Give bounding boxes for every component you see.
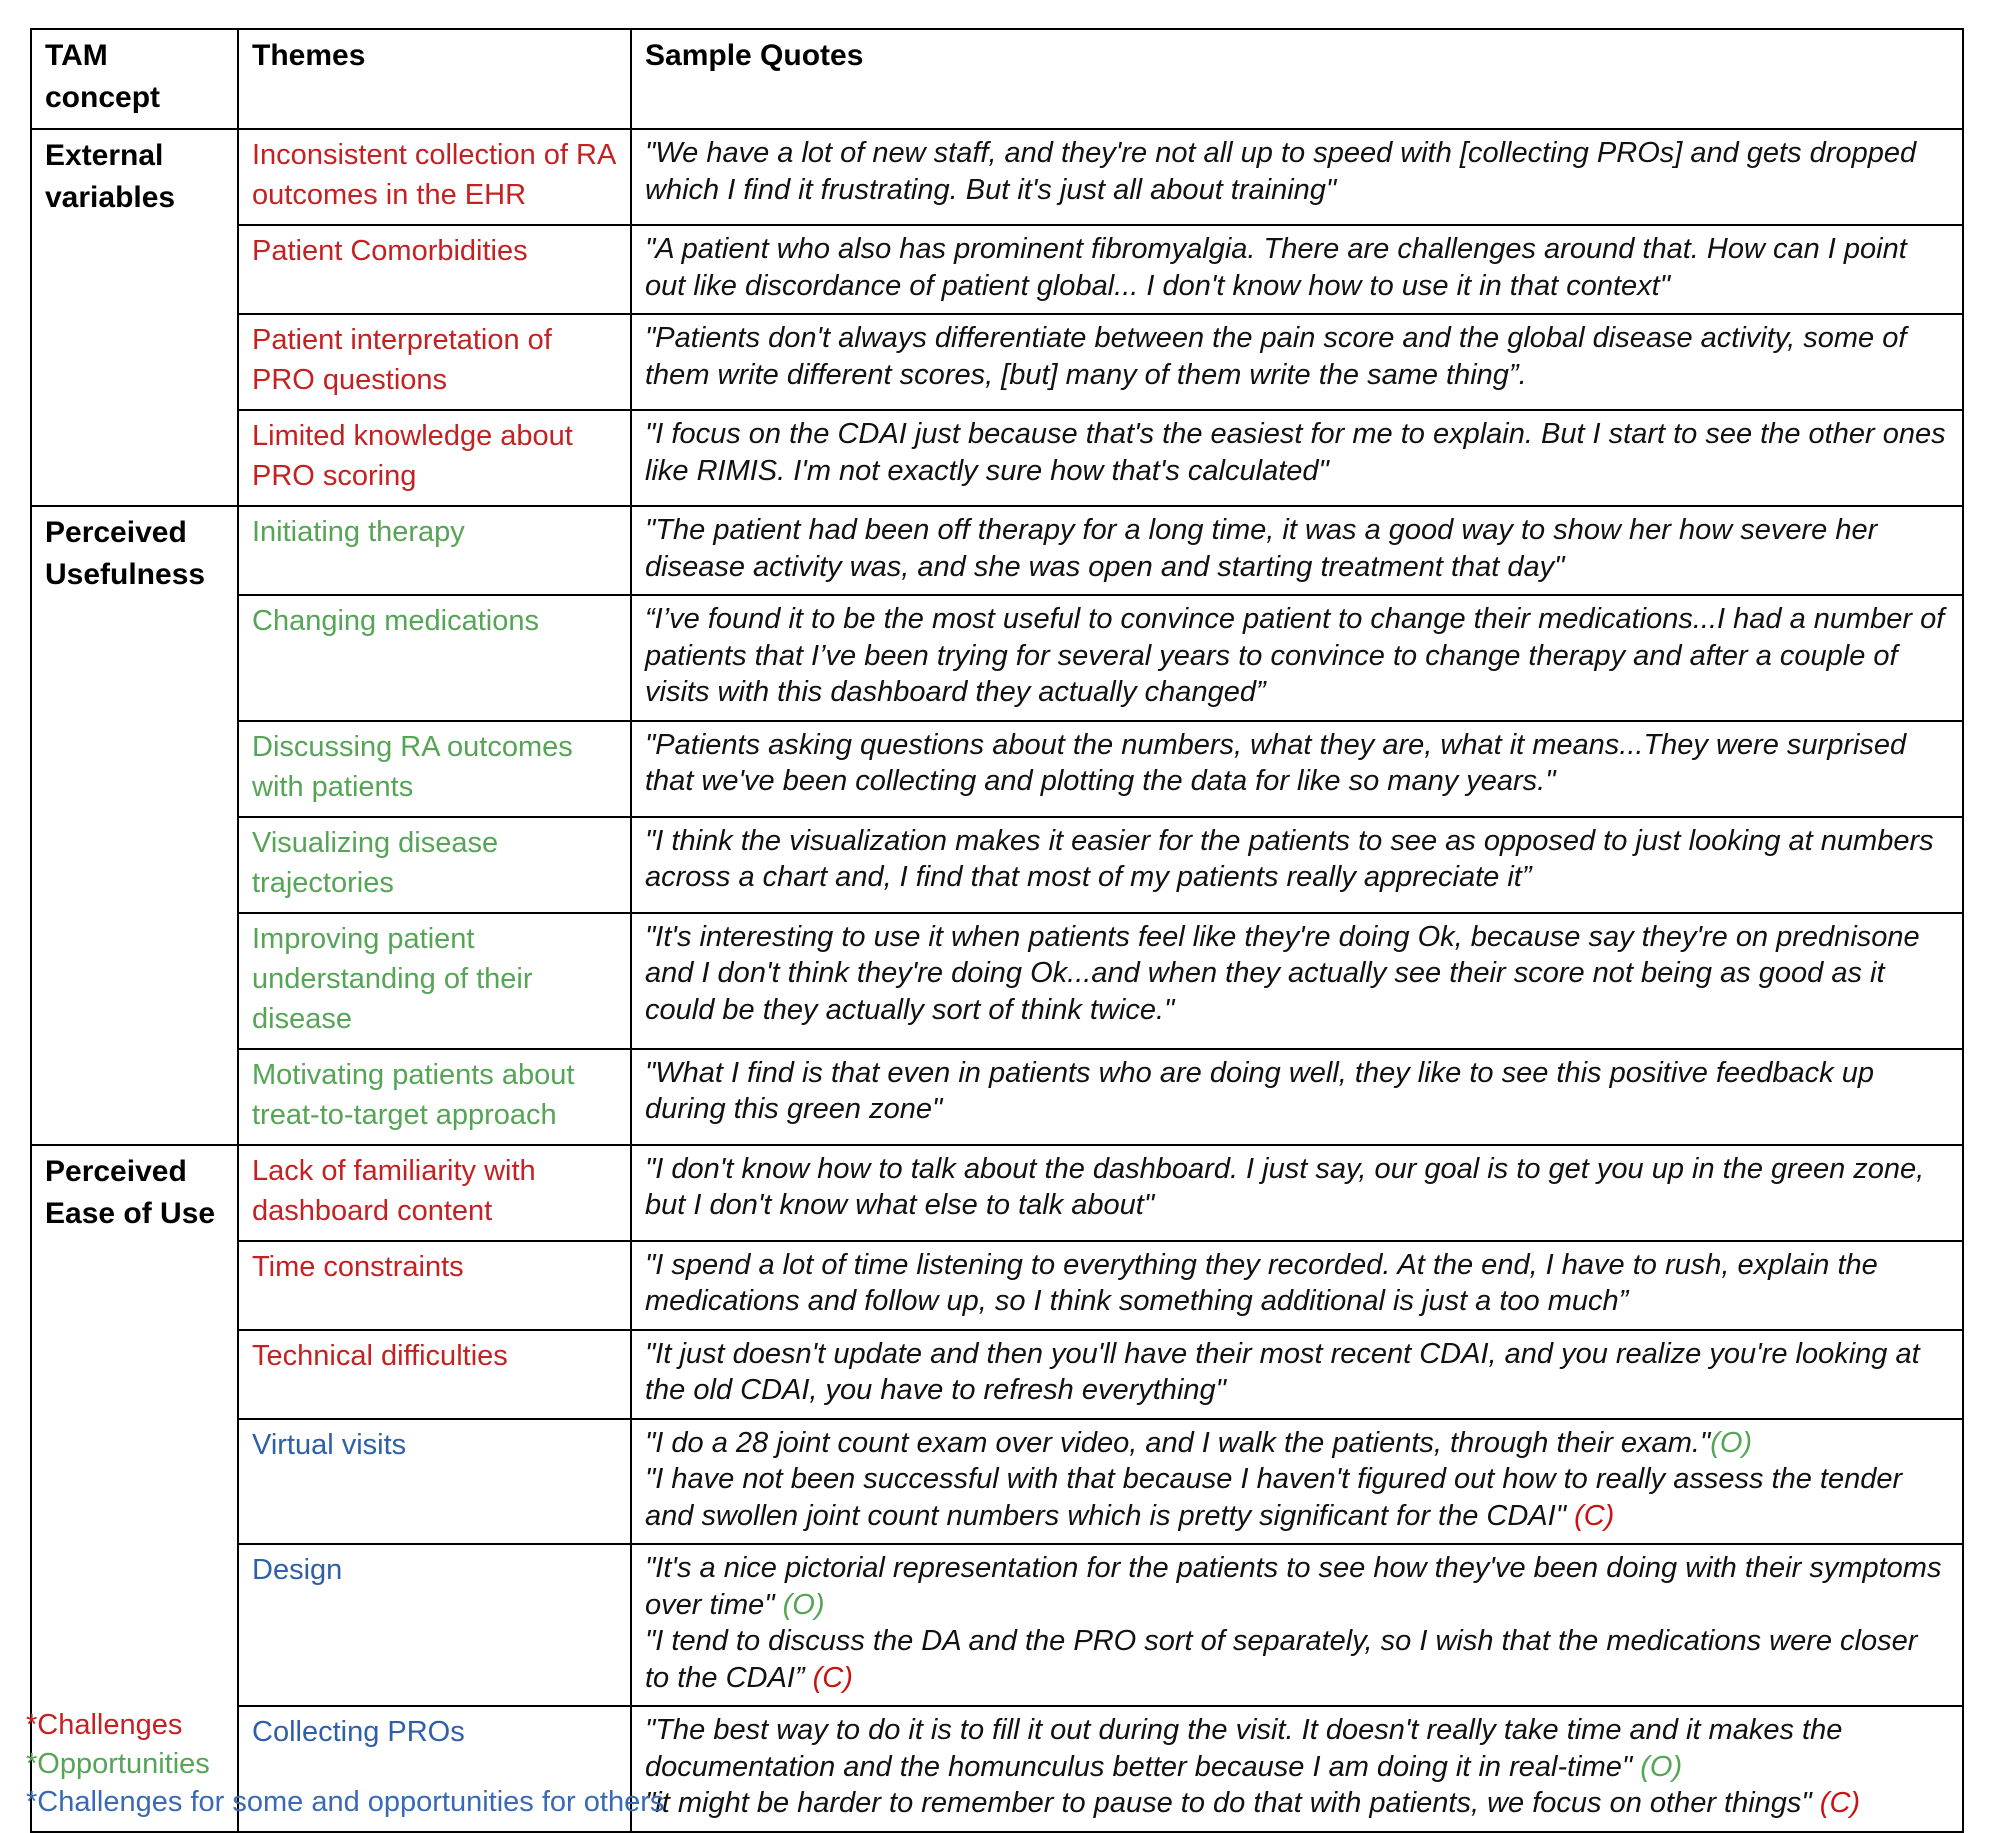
theme-cell: Discussing RA outcomes with patients — [238, 721, 631, 817]
challenge-marker: (C) — [1566, 1499, 1615, 1532]
quote-text: "What I find is that even in patients who are doing well, they like to see this positive feedback up during this green zone" — [645, 1056, 1874, 1125]
header-tam-concept: TAM concept — [31, 29, 238, 129]
theme-cell: Motivating patients about treat-to-target approach — [238, 1049, 631, 1145]
theme-cell: Limited knowledge about PRO scoring — [238, 410, 631, 506]
table-row — [31, 506, 1963, 595]
theme-cell: Initiating therapy — [238, 506, 631, 595]
quote-text: "The patient had been off therapy for a long time, it was a good way to show her how severe her disease activity was, and she was open and starting treatment that day" — [645, 514, 1878, 583]
quote-cell — [631, 817, 1963, 913]
quote-text — [645, 1712, 1949, 1785]
table-row — [31, 1419, 1963, 1545]
section-external-variables — [31, 129, 1963, 506]
tam-themes-quotes-table — [30, 28, 1964, 1833]
table-row — [31, 225, 1963, 314]
footnote-challenges: *Challenges — [26, 1709, 183, 1741]
table-row — [31, 913, 1963, 1049]
quote-text — [645, 1623, 1949, 1696]
challenge-marker: (C) — [1811, 1787, 1861, 1819]
quote-text: "I tend to discuss the DA and the PRO sort of separately, so I wish that the medications were closer to the CDAI” — [645, 1625, 1918, 1694]
section-perceived-usefulness — [31, 506, 1963, 1145]
theme-cell: Inconsistent collection of RA outcomes in the EHR — [238, 129, 631, 225]
quote-cell — [631, 1145, 1963, 1241]
quote-text: "The best way to do it is to fill it out during the visit. It doesn't really take time and it makes the documentation and the homunculus better because I am doing it in real-time" — [645, 1714, 1843, 1783]
opportunity-marker: (O) — [1632, 1750, 1683, 1783]
quote-cell — [631, 1706, 1963, 1832]
opportunity-marker: (O) — [774, 1588, 825, 1621]
quote-text: "It's interesting to use it when patients feel like they're doing Ok, because say they're on prednisone and I don't think they're doing Ok...and when they actually see their score not being as good as it could be they actually sort of think twice." — [645, 920, 1920, 1026]
challenge-marker: (C) — [804, 1661, 853, 1694]
quote-text: "it might be harder to remember to pause to do that with patients, we focus on other things" — [645, 1787, 1812, 1819]
quote-cell — [631, 1544, 1963, 1706]
header-sample-quotes: Sample Quotes — [631, 29, 1963, 129]
table-row — [31, 314, 1963, 410]
theme-cell: Patient Comorbidities — [238, 225, 631, 314]
quote-cell — [631, 1330, 1963, 1419]
footnote-mixed: *Challenges for some and opportunities for others — [26, 1786, 665, 1818]
header-themes: Themes — [238, 29, 631, 129]
quote-text: "It just doesn't update and then you'll have their most recent CDAI, and you realize you're looking at the old CDAI, you have to refresh everything" — [645, 1337, 1920, 1406]
theme-cell: Design — [238, 1544, 631, 1706]
table-row — [31, 721, 1963, 817]
quote-text: "We have a lot of new staff, and they're not all up to speed with [collecting PROs] and gets dropped which I find it frustrating. But it's just all about training" — [645, 137, 1917, 206]
quote-cell — [631, 506, 1963, 595]
quote-text: "I don't know how to talk about the dashboard. I just say, our goal is to get you up in the green zone, but I don't know what else to talk about" — [645, 1152, 1925, 1221]
theme-cell: Lack of familiarity with dashboard content — [238, 1145, 631, 1241]
table-row — [31, 595, 1963, 721]
quote-cell — [631, 1049, 1963, 1145]
concept-cell-perceived-ease-of-use: Perceived Ease of Use — [31, 1145, 238, 1832]
quote-cell — [631, 721, 1963, 817]
table-row — [31, 1330, 1963, 1419]
theme-cell: Improving patient understanding of their disease — [238, 913, 631, 1049]
quote-cell — [631, 913, 1963, 1049]
theme-cell: Time constraints — [238, 1241, 631, 1330]
theme-cell: Collecting PROs — [238, 1706, 631, 1832]
theme-cell: Virtual visits — [238, 1419, 631, 1545]
table-row — [31, 1544, 1963, 1706]
quote-text: "I spend a lot of time listening to everything they recorded. At the end, I have to rush, explain the medications and follow up, so I think something additional is just a too much” — [645, 1248, 1878, 1317]
table-row — [31, 410, 1963, 506]
quote-cell — [631, 129, 1963, 225]
quote-cell — [631, 1419, 1963, 1545]
theme-cell: Visualizing disease trajectories — [238, 817, 631, 913]
quote-text: "I do a 28 joint count exam over video, and I walk the patients, through their exam." — [645, 1426, 1711, 1459]
theme-cell: Patient interpretation of PRO questions — [238, 314, 631, 410]
header-row — [31, 29, 1963, 129]
quote-text — [645, 1550, 1949, 1623]
quote-cell — [631, 225, 1963, 314]
table-row — [31, 1241, 1963, 1330]
footnotes — [26, 1706, 664, 1822]
theme-cell: Technical difficulties — [238, 1330, 631, 1419]
table-row — [31, 129, 1963, 225]
table-row — [31, 817, 1963, 913]
quote-text: "Patients asking questions about the numbers, what they are, what it means...They were surprised that we've been collecting and plotting the data for like so many years." — [645, 728, 1907, 797]
footnote-opportunities: *Opportunities — [26, 1747, 210, 1780]
table-row — [31, 1145, 1963, 1241]
quote-text — [645, 1785, 1949, 1822]
quote-text: “I’ve found it to be the most useful to convince patient to change their medications...I had a number of patients that I’ve been trying for several years to convince to change therapy and after a couple of visits with this dashboard they actually changed” — [645, 603, 1945, 708]
quote-cell — [631, 595, 1963, 721]
concept-cell-external-variables: External variables — [31, 129, 238, 506]
quote-text: "Patients don't always differentiate between the pain score and the global disease activity, some of them write different scores, [but] many of them write the same thing”. — [645, 322, 1907, 391]
quote-cell — [631, 410, 1963, 506]
quote-cell — [631, 314, 1963, 410]
theme-cell: Changing medications — [238, 595, 631, 721]
quote-cell — [631, 1241, 1963, 1330]
quote-text: "I have not been successful with that because I haven't figured out how to really assess the tender and swollen joint count numbers which is pretty significant for the CDAI" — [645, 1463, 1903, 1532]
quote-text: "I think the visualization makes it easier for the patients to see as opposed to just looking at numbers across a chart and, I find that most of my patients really appreciate it” — [645, 824, 1934, 893]
quote-text: "I focus on the CDAI just because that's the easiest for me to explain. But I start to see the other ones like RIMIS. I'm not exactly sure how that's calculated" — [645, 418, 1946, 487]
opportunity-marker: (O) — [1710, 1426, 1753, 1459]
quote-text: "It's a nice pictorial representation for the patients to see how they've been doing with their symptoms over time" — [645, 1552, 1942, 1621]
quote-text: "A patient who also has prominent fibromyalgia. There are challenges around that. How can I point out like discordance of patient global... I don't know how to use it in that context" — [645, 233, 1907, 302]
quote-text — [645, 1425, 1949, 1462]
table-row — [31, 1049, 1963, 1145]
concept-cell-perceived-usefulness: Perceived Usefulness — [31, 506, 238, 1145]
quote-text — [645, 1461, 1949, 1534]
